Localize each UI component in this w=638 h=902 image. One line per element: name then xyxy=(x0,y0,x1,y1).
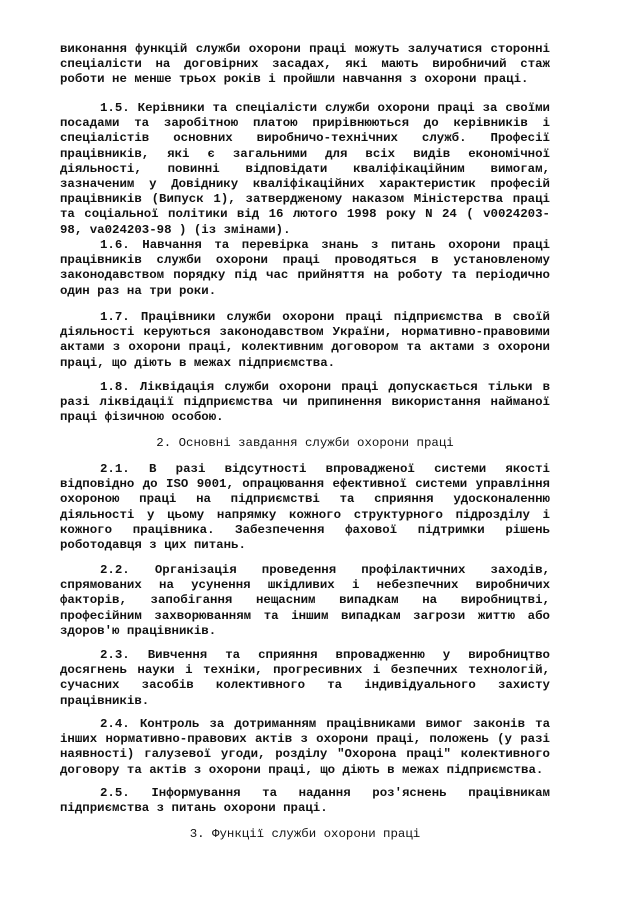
paragraph-1-8: 1.8. Ліквідація служби охорони праці допускається тільки в разі ліквідації підприємства чи припинення використання найманої праці фізичною особою. xyxy=(60,380,550,425)
section-heading-3: 3. Функції служби охорони праці xyxy=(189,827,421,841)
paragraph-intro-continuation: виконання функцій служби охорони праці можуть залучатися сторонні спеціалісти на договірних засадах, які мають виробничий стаж роботи не менше трьох років і пройшли навчання з охорони праці. xyxy=(60,42,550,87)
paragraph-1-6: 1.6. Навчання та перевірка знань з питань охорони праці працівників служби охорони праці проводяться в установленому законодавством порядку під час прийняття на роботу та періодично один раз на три роки. xyxy=(60,238,550,298)
paragraph-1-7: 1.7. Працівники служби охорони праці підприємства в своїй діяльності керуються законодавством України, нормативно-правовими актами з охорони праці, колективним договором та актами з охорони праці, що діють в межах підприємства. xyxy=(60,310,550,370)
paragraph-2-4: 2.4. Контроль за дотриманням працівниками вимог законів та інших нормативно-правових актів з охорони праці, положень (у разі наявності) галузевої угоди, розділу "Охорона праці" колективного договору та актів з охорони праці, що діють в межах підприємства. xyxy=(60,717,550,777)
paragraph-2-1: 2.1. В разі відсутності впровадженої системи якості відповідно до ISO 9001, опрацювання ефективної системи управління охороною праці на підприємстві та сприяння удосконаленню діяльності у цьому напрямку кожного структурного підрозділу і кожного працівника. Забезпечення фахової підтримки рішень роботодавця з цих питань. xyxy=(60,462,550,553)
paragraph-2-3: 2.3. Вивчення та сприяння впровадженню у виробництво досягнень науки і техніки, прогресивних і безпечних технологій, сучасних засобів колективного та індивідуального захисту працівників. xyxy=(60,648,550,708)
paragraph-2-2: 2.2. Організація проведення профілактичних заходів, спрямованих на усунення шкідливих і небезпечних виробничих факторів, запобігання нещасним випадкам на виробництві, професійним захворюванням та іншим випадкам загрози життю або здоров'ю працівників. xyxy=(60,563,550,638)
section-heading-2: 2. Основні завдання служби охорони праці xyxy=(156,436,454,450)
paragraph-1-5: 1.5. Керівники та спеціалісти служби охорони праці за своїми посадами та заробітною платою прирівнюються до керівників і спеціалістів основних виробничо-технічних служб. Професії працівників, які є загальними для всіх видів економічної діяльності, повинні відповідати кваліфікаційним вимогам, зазначеним у Довіднику кваліфікаційних характеристик професій працівників (Випуск 1), затвердженому наказом Міністерства праці та соціальної політики від 16 лютого 1998 року N 24 ( v0024203-98, va024203-98 ) (із змінами). xyxy=(60,101,550,237)
paragraph-2-5: 2.5. Інформування та надання роз'яснень працівникам підприємства з питань охорони праці. xyxy=(60,786,550,816)
